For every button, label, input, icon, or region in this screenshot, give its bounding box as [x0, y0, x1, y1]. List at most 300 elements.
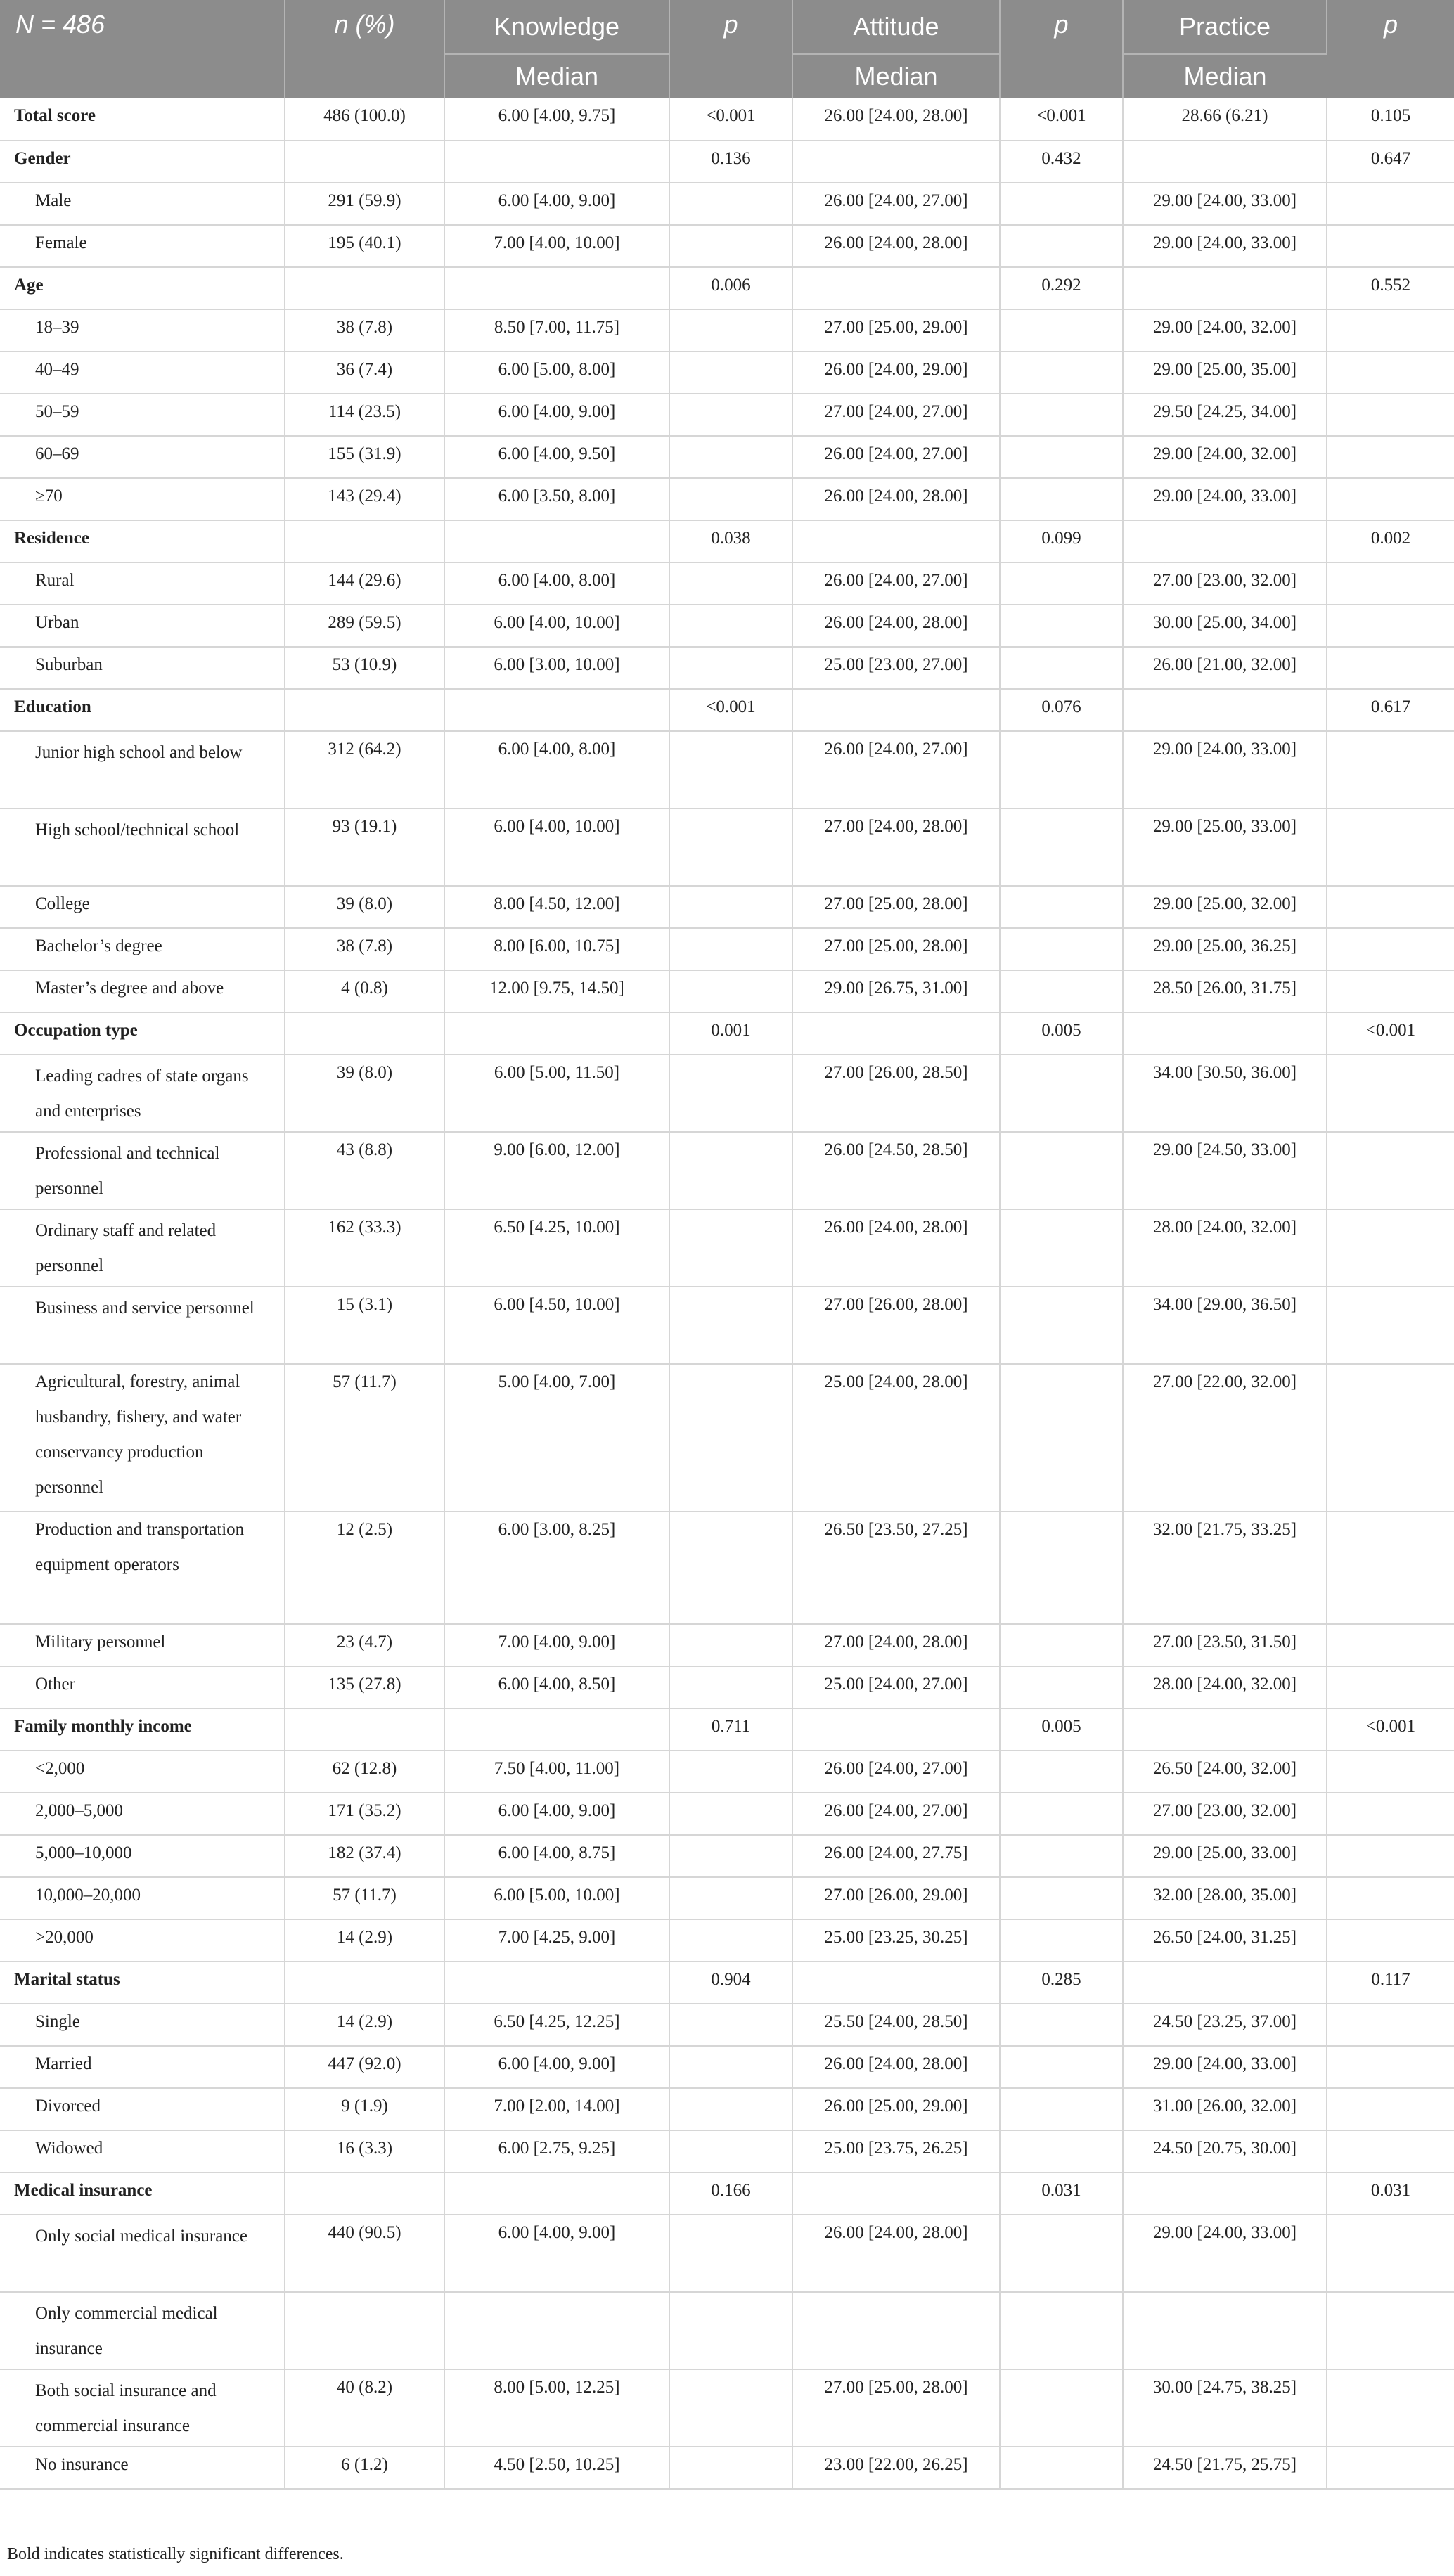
row-label: Junior high school and below — [0, 731, 285, 809]
n-cell: 114 (23.5) — [285, 394, 444, 436]
practice-p-cell — [1327, 1919, 1454, 1962]
n-cell: 195 (40.1) — [285, 225, 444, 267]
practice-p-cell — [1327, 2447, 1454, 2489]
attitude-p-cell — [1000, 2215, 1123, 2292]
knowledge-p-cell: 0.001 — [669, 1012, 792, 1055]
table-row — [0, 1919, 1454, 1962]
row-label: Agricultural, forestry, animal husbandry, fishery, and water conservancy production personnel — [0, 1364, 285, 1512]
row-label: Married — [0, 2046, 285, 2088]
knowledge-cell: 6.00 [4.00, 9.50] — [444, 436, 669, 478]
n-cell — [285, 520, 444, 562]
practice-p-cell: 0.105 — [1327, 98, 1454, 141]
practice-p-cell — [1327, 225, 1454, 267]
knowledge-cell: 6.00 [5.00, 8.00] — [444, 352, 669, 394]
knowledge-p-cell — [669, 1624, 792, 1666]
practice-p-cell — [1327, 1364, 1454, 1512]
knowledge-cell: 9.00 [6.00, 12.00] — [444, 1132, 669, 1209]
practice-p-cell — [1327, 1132, 1454, 1209]
practice-p-cell — [1327, 2215, 1454, 2292]
category-row — [0, 689, 1454, 731]
attitude-p-cell — [1000, 2046, 1123, 2088]
category-row — [0, 98, 1454, 141]
n-cell: 182 (37.4) — [285, 1835, 444, 1877]
knowledge-p-cell: 0.166 — [669, 2172, 792, 2215]
attitude-cell: 26.00 [24.50, 28.50] — [792, 1132, 1000, 1209]
table-row — [0, 886, 1454, 928]
practice-p-cell: 0.117 — [1327, 1962, 1454, 2004]
n-cell: 12 (2.5) — [285, 1512, 444, 1624]
attitude-cell: 26.00 [24.00, 28.00] — [792, 98, 1000, 141]
header-knowledge-p: p — [669, 0, 792, 98]
practice-p-cell — [1327, 605, 1454, 647]
attitude-cell: 25.00 [24.00, 28.00] — [792, 1364, 1000, 1512]
header-attitude: Attitude — [792, 0, 1000, 54]
attitude-p-cell — [1000, 1364, 1123, 1512]
attitude-cell: 26.00 [24.00, 27.00] — [792, 1751, 1000, 1793]
row-label: Divorced — [0, 2088, 285, 2130]
knowledge-cell: 8.00 [4.50, 12.00] — [444, 886, 669, 928]
attitude-p-cell — [1000, 309, 1123, 352]
practice-cell: 29.00 [24.00, 32.00] — [1123, 436, 1327, 478]
attitude-p-cell — [1000, 352, 1123, 394]
practice-cell: 28.00 [24.00, 32.00] — [1123, 1666, 1327, 1708]
attitude-p-cell: 0.076 — [1000, 689, 1123, 731]
practice-cell: 29.00 [24.00, 33.00] — [1123, 225, 1327, 267]
attitude-cell: 27.00 [25.00, 28.00] — [792, 928, 1000, 970]
attitude-cell: 27.00 [24.00, 28.00] — [792, 809, 1000, 886]
header-n-text: N = 486 — [15, 10, 105, 39]
table-row — [0, 1287, 1454, 1364]
attitude-cell: 26.00 [24.00, 27.00] — [792, 562, 1000, 605]
n-cell: 38 (7.8) — [285, 928, 444, 970]
header-n-label — [0, 0, 285, 98]
knowledge-p-cell — [669, 1287, 792, 1364]
practice-cell — [1123, 1962, 1327, 2004]
attitude-p-cell — [1000, 478, 1123, 520]
attitude-cell: 26.00 [24.00, 29.00] — [792, 352, 1000, 394]
practice-p-cell — [1327, 352, 1454, 394]
attitude-cell — [792, 267, 1000, 309]
practice-cell: 30.00 [24.75, 38.25] — [1123, 2369, 1327, 2447]
knowledge-cell: 6.50 [4.25, 12.25] — [444, 2004, 669, 2046]
attitude-cell: 26.00 [24.00, 28.00] — [792, 2046, 1000, 2088]
attitude-cell — [792, 689, 1000, 731]
attitude-cell: 27.00 [24.00, 27.00] — [792, 394, 1000, 436]
table-row — [0, 2447, 1454, 2489]
table-row — [0, 225, 1454, 267]
knowledge-cell: 8.50 [7.00, 11.75] — [444, 309, 669, 352]
practice-p-cell — [1327, 2088, 1454, 2130]
practice-cell: 27.00 [23.00, 32.00] — [1123, 1793, 1327, 1835]
category-row — [0, 2172, 1454, 2215]
attitude-cell: 23.00 [22.00, 26.25] — [792, 2447, 1000, 2489]
attitude-p-cell — [1000, 970, 1123, 1012]
practice-cell: 29.00 [25.00, 32.00] — [1123, 886, 1327, 928]
attitude-cell: 26.50 [23.50, 27.25] — [792, 1512, 1000, 1624]
attitude-cell — [792, 1962, 1000, 2004]
n-cell: 43 (8.8) — [285, 1132, 444, 1209]
practice-p-cell — [1327, 1055, 1454, 1132]
knowledge-cell — [444, 520, 669, 562]
row-label: Occupation type — [0, 1012, 285, 1055]
row-label: Gender — [0, 141, 285, 183]
knowledge-cell: 8.00 [5.00, 12.25] — [444, 2369, 669, 2447]
knowledge-cell — [444, 1012, 669, 1055]
footnote: Bold indicates statistically significant differences. — [7, 2545, 344, 2563]
row-label: Leading cadres of state organs and enterprises — [0, 1055, 285, 1132]
n-cell — [285, 1012, 444, 1055]
attitude-p-cell: 0.292 — [1000, 267, 1123, 309]
attitude-cell: 27.00 [25.00, 28.00] — [792, 2369, 1000, 2447]
knowledge-cell: 6.00 [4.00, 8.00] — [444, 731, 669, 809]
row-label: 10,000–20,000 — [0, 1877, 285, 1919]
row-label: Suburban — [0, 647, 285, 689]
knowledge-p-cell — [669, 2004, 792, 2046]
practice-cell: 28.66 (6.21) — [1123, 98, 1327, 141]
row-label: Only social medical insurance — [0, 2215, 285, 2292]
attitude-p-cell — [1000, 731, 1123, 809]
attitude-p-cell: 0.285 — [1000, 1962, 1123, 2004]
row-label: Both social insurance and commercial insurance — [0, 2369, 285, 2447]
table-row — [0, 394, 1454, 436]
row-label: 2,000–5,000 — [0, 1793, 285, 1835]
practice-cell: 26.50 [24.00, 32.00] — [1123, 1751, 1327, 1793]
knowledge-cell: 6.00 [4.00, 8.50] — [444, 1666, 669, 1708]
attitude-p-cell — [1000, 1624, 1123, 1666]
knowledge-cell — [444, 1962, 669, 2004]
attitude-p-cell: 0.005 — [1000, 1708, 1123, 1751]
n-cell — [285, 1962, 444, 2004]
knowledge-p-cell — [669, 2292, 792, 2369]
knowledge-cell — [444, 267, 669, 309]
row-label: Medical insurance — [0, 2172, 285, 2215]
practice-p-cell — [1327, 1793, 1454, 1835]
practice-p-cell — [1327, 2046, 1454, 2088]
attitude-cell: 26.00 [24.00, 27.00] — [792, 436, 1000, 478]
attitude-p-cell: 0.005 — [1000, 1012, 1123, 1055]
n-cell: 39 (8.0) — [285, 886, 444, 928]
practice-cell: 29.00 [25.00, 35.00] — [1123, 352, 1327, 394]
knowledge-cell: 6.00 [3.00, 8.25] — [444, 1512, 669, 1624]
attitude-p-cell — [1000, 1512, 1123, 1624]
practice-p-cell — [1327, 2292, 1454, 2369]
knowledge-p-cell — [669, 928, 792, 970]
row-label: Total score — [0, 98, 285, 141]
n-cell: 39 (8.0) — [285, 1055, 444, 1132]
knowledge-cell: 6.00 [4.00, 8.00] — [444, 562, 669, 605]
attitude-p-cell — [1000, 809, 1123, 886]
practice-p-cell — [1327, 2004, 1454, 2046]
practice-cell: 28.50 [26.00, 31.75] — [1123, 970, 1327, 1012]
knowledge-cell: 6.00 [4.00, 10.00] — [444, 605, 669, 647]
practice-p-cell — [1327, 1666, 1454, 1708]
row-label: 50–59 — [0, 394, 285, 436]
attitude-p-cell — [1000, 2292, 1123, 2369]
attitude-cell: 26.00 [24.00, 28.00] — [792, 2215, 1000, 2292]
knowledge-p-cell: 0.038 — [669, 520, 792, 562]
knowledge-p-cell — [669, 562, 792, 605]
attitude-p-cell — [1000, 605, 1123, 647]
n-cell: 143 (29.4) — [285, 478, 444, 520]
knowledge-p-cell — [669, 1877, 792, 1919]
header-attitude-p: p — [1000, 0, 1123, 98]
attitude-p-cell — [1000, 2004, 1123, 2046]
row-label: Family monthly income — [0, 1708, 285, 1751]
knowledge-cell: 4.50 [2.50, 10.25] — [444, 2447, 669, 2489]
table-row — [0, 1751, 1454, 1793]
n-cell: 14 (2.9) — [285, 1919, 444, 1962]
knowledge-p-cell — [669, 809, 792, 886]
knowledge-cell — [444, 2292, 669, 2369]
attitude-cell: 29.00 [26.75, 31.00] — [792, 970, 1000, 1012]
practice-cell: 29.50 [24.25, 34.00] — [1123, 394, 1327, 436]
attitude-cell: 27.00 [26.00, 29.00] — [792, 1877, 1000, 1919]
practice-p-cell — [1327, 1877, 1454, 1919]
n-cell — [285, 2172, 444, 2215]
category-row — [0, 1012, 1454, 1055]
practice-cell: 29.00 [24.00, 33.00] — [1123, 2215, 1327, 2292]
n-cell: 312 (64.2) — [285, 731, 444, 809]
practice-cell — [1123, 1708, 1327, 1751]
row-label: 5,000–10,000 — [0, 1835, 285, 1877]
table-row — [0, 1793, 1454, 1835]
row-label: High school/technical school — [0, 809, 285, 886]
attitude-cell: 27.00 [24.00, 28.00] — [792, 1624, 1000, 1666]
knowledge-cell: 6.00 [4.00, 9.00] — [444, 394, 669, 436]
practice-p-cell — [1327, 886, 1454, 928]
knowledge-cell — [444, 2172, 669, 2215]
row-label: Only commercial medical insurance — [0, 2292, 285, 2369]
knowledge-p-cell — [669, 309, 792, 352]
row-label: Production and transportation equipment operators — [0, 1512, 285, 1624]
knowledge-cell: 6.00 [4.00, 9.00] — [444, 183, 669, 225]
attitude-p-cell — [1000, 1793, 1123, 1835]
attitude-p-cell — [1000, 1877, 1123, 1919]
knowledge-cell: 7.00 [4.00, 9.00] — [444, 1624, 669, 1666]
practice-p-cell — [1327, 1512, 1454, 1624]
n-cell — [285, 689, 444, 731]
attitude-p-cell — [1000, 225, 1123, 267]
table-row — [0, 2292, 1454, 2369]
practice-cell: 32.00 [28.00, 35.00] — [1123, 1877, 1327, 1919]
row-label: Professional and technical personnel — [0, 1132, 285, 1209]
knowledge-p-cell — [669, 1364, 792, 1512]
practice-cell — [1123, 1012, 1327, 1055]
row-label: 40–49 — [0, 352, 285, 394]
category-row — [0, 520, 1454, 562]
attitude-cell: 25.00 [23.00, 27.00] — [792, 647, 1000, 689]
practice-p-cell — [1327, 1624, 1454, 1666]
practice-cell — [1123, 2292, 1327, 2369]
practice-p-cell — [1327, 1751, 1454, 1793]
knowledge-cell: 7.00 [2.00, 14.00] — [444, 2088, 669, 2130]
table-row — [0, 1877, 1454, 1919]
knowledge-p-cell: <0.001 — [669, 689, 792, 731]
practice-p-cell: <0.001 — [1327, 1012, 1454, 1055]
knowledge-p-cell — [669, 605, 792, 647]
header-knowledge: Knowledge — [444, 0, 669, 54]
table-row — [0, 352, 1454, 394]
attitude-cell: 27.00 [25.00, 28.00] — [792, 886, 1000, 928]
n-cell — [285, 1708, 444, 1751]
row-label: Ordinary staff and related personnel — [0, 1209, 285, 1287]
practice-cell: 29.00 [24.00, 33.00] — [1123, 478, 1327, 520]
practice-p-cell — [1327, 2369, 1454, 2447]
attitude-cell: 27.00 [25.00, 29.00] — [792, 309, 1000, 352]
table-row — [0, 1132, 1454, 1209]
practice-p-cell: 0.552 — [1327, 267, 1454, 309]
practice-cell: 34.00 [30.50, 36.00] — [1123, 1055, 1327, 1132]
attitude-p-cell — [1000, 2130, 1123, 2172]
row-label: Other — [0, 1666, 285, 1708]
practice-cell: 26.00 [21.00, 32.00] — [1123, 647, 1327, 689]
row-label: 60–69 — [0, 436, 285, 478]
knowledge-cell: 6.00 [2.75, 9.25] — [444, 2130, 669, 2172]
practice-cell: 24.50 [20.75, 30.00] — [1123, 2130, 1327, 2172]
header-n-pct: n (%) — [285, 0, 444, 98]
n-cell — [285, 141, 444, 183]
table-row — [0, 605, 1454, 647]
attitude-p-cell — [1000, 1835, 1123, 1877]
practice-cell: 31.00 [26.00, 32.00] — [1123, 2088, 1327, 2130]
row-label: Male — [0, 183, 285, 225]
row-label: Marital status — [0, 1962, 285, 2004]
n-cell: 155 (31.9) — [285, 436, 444, 478]
knowledge-p-cell — [669, 1793, 792, 1835]
category-row — [0, 141, 1454, 183]
row-label: No insurance — [0, 2447, 285, 2489]
practice-p-cell — [1327, 647, 1454, 689]
attitude-cell: 26.00 [24.00, 28.00] — [792, 478, 1000, 520]
practice-cell: 29.00 [25.00, 33.00] — [1123, 809, 1327, 886]
knowledge-p-cell — [669, 647, 792, 689]
attitude-p-cell: 0.432 — [1000, 141, 1123, 183]
attitude-p-cell — [1000, 886, 1123, 928]
attitude-p-cell — [1000, 1666, 1123, 1708]
table-row — [0, 928, 1454, 970]
knowledge-cell: 6.00 [4.00, 10.00] — [444, 809, 669, 886]
knowledge-p-cell — [669, 1751, 792, 1793]
attitude-p-cell — [1000, 647, 1123, 689]
knowledge-p-cell — [669, 2130, 792, 2172]
practice-p-cell — [1327, 1287, 1454, 1364]
n-cell: 447 (92.0) — [285, 2046, 444, 2088]
attitude-p-cell — [1000, 1209, 1123, 1287]
practice-p-cell: 0.031 — [1327, 2172, 1454, 2215]
attitude-p-cell — [1000, 1751, 1123, 1793]
practice-p-cell — [1327, 562, 1454, 605]
n-cell: 6 (1.2) — [285, 2447, 444, 2489]
knowledge-p-cell — [669, 1835, 792, 1877]
attitude-cell — [792, 2172, 1000, 2215]
attitude-p-cell — [1000, 562, 1123, 605]
knowledge-cell: 6.00 [4.00, 9.00] — [444, 2046, 669, 2088]
attitude-p-cell: 0.099 — [1000, 520, 1123, 562]
knowledge-p-cell — [669, 1666, 792, 1708]
table-row — [0, 436, 1454, 478]
knowledge-cell: 6.00 [4.00, 9.00] — [444, 1793, 669, 1835]
practice-cell: 32.00 [21.75, 33.25] — [1123, 1512, 1327, 1624]
knowledge-cell: 6.00 [4.50, 10.00] — [444, 1287, 669, 1364]
attitude-cell: 26.00 [24.00, 27.00] — [792, 183, 1000, 225]
header-practice: Practice — [1123, 0, 1327, 54]
knowledge-cell: 5.00 [4.00, 7.00] — [444, 1364, 669, 1512]
header-attitude-median: Median — [792, 54, 1000, 98]
practice-cell — [1123, 520, 1327, 562]
practice-cell — [1123, 141, 1327, 183]
table-row — [0, 1209, 1454, 1287]
row-label: 18–39 — [0, 309, 285, 352]
row-label: Female — [0, 225, 285, 267]
knowledge-p-cell — [669, 886, 792, 928]
table-row — [0, 183, 1454, 225]
knowledge-p-cell: 0.006 — [669, 267, 792, 309]
practice-cell: 29.00 [24.00, 33.00] — [1123, 183, 1327, 225]
attitude-p-cell — [1000, 928, 1123, 970]
practice-cell — [1123, 689, 1327, 731]
knowledge-cell: 6.00 [5.00, 10.00] — [444, 1877, 669, 1919]
n-cell: 36 (7.4) — [285, 352, 444, 394]
n-cell: 4 (0.8) — [285, 970, 444, 1012]
n-cell — [285, 2292, 444, 2369]
header-practice-median: Median — [1123, 54, 1327, 98]
n-cell: 15 (3.1) — [285, 1287, 444, 1364]
n-cell: 135 (27.8) — [285, 1666, 444, 1708]
knowledge-p-cell: <0.001 — [669, 98, 792, 141]
n-cell: 9 (1.9) — [285, 2088, 444, 2130]
attitude-p-cell — [1000, 183, 1123, 225]
n-cell: 62 (12.8) — [285, 1751, 444, 1793]
practice-cell: 27.00 [23.00, 32.00] — [1123, 562, 1327, 605]
n-cell: 53 (10.9) — [285, 647, 444, 689]
knowledge-cell — [444, 141, 669, 183]
practice-cell: 30.00 [25.00, 34.00] — [1123, 605, 1327, 647]
attitude-cell: 25.00 [23.25, 30.25] — [792, 1919, 1000, 1962]
n-cell: 440 (90.5) — [285, 2215, 444, 2292]
attitude-cell: 25.00 [24.00, 27.00] — [792, 1666, 1000, 1708]
practice-cell: 29.00 [24.50, 33.00] — [1123, 1132, 1327, 1209]
table-row — [0, 1835, 1454, 1877]
table-row — [0, 2215, 1454, 2292]
row-label: Single — [0, 2004, 285, 2046]
attitude-cell — [792, 520, 1000, 562]
n-cell: 289 (59.5) — [285, 605, 444, 647]
knowledge-cell — [444, 689, 669, 731]
attitude-p-cell — [1000, 394, 1123, 436]
knowledge-p-cell — [669, 394, 792, 436]
attitude-cell: 26.00 [24.00, 27.00] — [792, 731, 1000, 809]
practice-cell: 24.50 [21.75, 25.75] — [1123, 2447, 1327, 2489]
knowledge-cell: 8.00 [6.00, 10.75] — [444, 928, 669, 970]
practice-cell: 34.00 [29.00, 36.50] — [1123, 1287, 1327, 1364]
attitude-cell — [792, 1012, 1000, 1055]
n-cell: 93 (19.1) — [285, 809, 444, 886]
knowledge-cell: 7.50 [4.00, 11.00] — [444, 1751, 669, 1793]
attitude-p-cell — [1000, 2447, 1123, 2489]
practice-cell: 29.00 [25.00, 33.00] — [1123, 1835, 1327, 1877]
practice-p-cell — [1327, 183, 1454, 225]
knowledge-p-cell — [669, 478, 792, 520]
practice-cell: 29.00 [24.00, 33.00] — [1123, 2046, 1327, 2088]
knowledge-p-cell — [669, 352, 792, 394]
practice-p-cell: 0.617 — [1327, 689, 1454, 731]
header-knowledge-median: Median — [444, 54, 669, 98]
practice-p-cell — [1327, 1209, 1454, 1287]
table-row — [0, 1055, 1454, 1132]
knowledge-p-cell: 0.136 — [669, 141, 792, 183]
attitude-p-cell — [1000, 436, 1123, 478]
table-row — [0, 1512, 1454, 1624]
